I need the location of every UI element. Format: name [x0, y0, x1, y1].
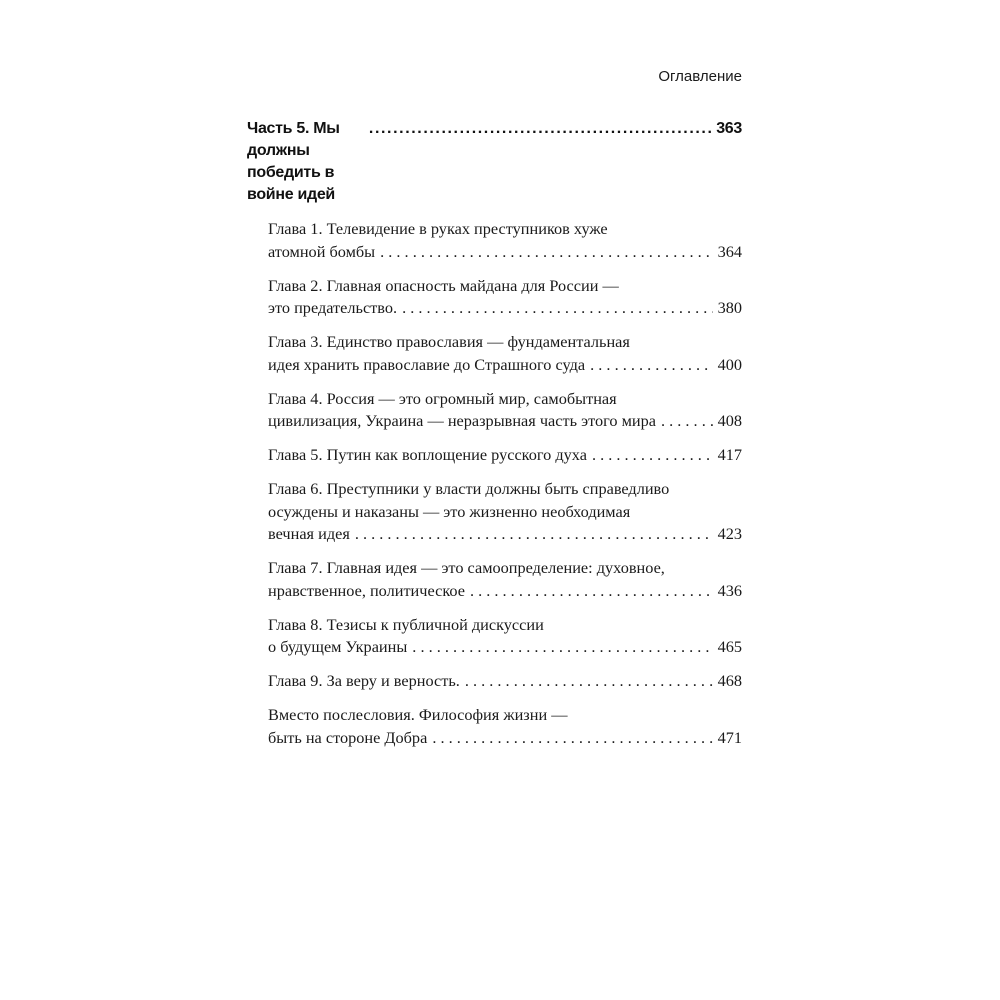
toc-entry-title-line: Глава 2. Главная опасность майдана для России —: [268, 275, 619, 295]
part-page-number: 363: [716, 120, 742, 137]
toc-entry-title-line: Глава 8. Тезисы к публичной дискуссии: [268, 614, 544, 634]
toc-entry-title-text: Глава 9. За веру и верность.: [268, 671, 460, 690]
toc-entry-page-number: 423: [717, 524, 742, 543]
dot-leader: [369, 118, 711, 140]
dot-leader: [355, 523, 713, 546]
toc-entry[interactable]: [268, 670, 742, 693]
toc-entry[interactable]: [268, 444, 742, 467]
toc-entry-page-number: 408: [717, 411, 742, 430]
toc-entry-page-number: 364: [717, 241, 742, 261]
dot-leader: [661, 410, 713, 433]
toc-entry-page-number: 380: [717, 298, 742, 317]
dot-leader: [465, 670, 713, 693]
toc-entry-title-line: осуждены и наказаны — это жизненно необходимая: [268, 501, 631, 521]
toc-entry-page-number: 417: [717, 445, 742, 464]
toc-entry-title-line: Глава 4. Россия — это огромный мир, самобытная: [268, 388, 617, 408]
toc-entry[interactable]: [268, 557, 742, 602]
toc-entry-title-line: Вместо послесловия. Философия жизни —: [268, 705, 568, 724]
toc-entry-page-number: 468: [717, 671, 742, 690]
table-of-contents: [247, 118, 742, 761]
toc-entry-last-line: [268, 410, 742, 433]
toc-entry-last-line: [268, 523, 742, 546]
toc-entry-title-text: идея хранить православие до Страшного суда: [268, 354, 586, 374]
toc-entry-page-number: 400: [717, 354, 742, 374]
part-title: Часть 5. Мы должны победить в войне идей: [247, 120, 340, 203]
toc-entry-title-text: вечная идея: [268, 524, 350, 543]
toc-entry-title-text: цивилизация, Украина — неразрывная часть этого мира: [268, 411, 656, 430]
toc-entry-title-line: Глава 1. Телевидение в руках преступников хуже: [268, 219, 608, 238]
toc-entry-title-line: Глава 7. Главная идея — это самоопределение: духовное,: [268, 558, 665, 577]
toc-entry-last-line: [268, 670, 742, 693]
toc-entry-last-line: [268, 444, 742, 467]
toc-entries: [268, 218, 742, 749]
dot-leader: [380, 241, 712, 264]
toc-entry-title-line: Глава 6. Преступники у власти должны быть справедливо: [268, 479, 670, 498]
toc-entry-last-line: [268, 354, 742, 377]
toc-entry[interactable]: [268, 218, 742, 263]
dot-leader: [470, 580, 713, 603]
toc-entry[interactable]: [268, 388, 742, 433]
toc-entry-title-text: атомной бомбы: [268, 241, 376, 261]
toc-entry-title-text: о будущем Украины: [268, 637, 408, 656]
running-head: Оглавление: [658, 68, 742, 85]
toc-entry[interactable]: [268, 331, 742, 376]
dot-leader: [592, 444, 713, 467]
toc-entry-last-line: [268, 636, 742, 659]
toc-entry[interactable]: [268, 614, 742, 659]
toc-entry[interactable]: [268, 704, 742, 749]
toc-entry-page-number: 471: [717, 727, 742, 747]
toc-entry-title-text: это предательство.: [268, 298, 398, 317]
dot-leader: [412, 636, 712, 659]
toc-entry-title-text: быть на стороне Добра: [268, 727, 428, 747]
toc-entry-page-number: 465: [717, 637, 742, 656]
toc-entry-last-line: [268, 241, 742, 264]
toc-entry-last-line: [268, 297, 742, 320]
toc-entry-title-line: Глава 3. Единство православия — фундаментальная: [268, 332, 630, 351]
toc-entry-title-text: Глава 5. Путин как воплощение русского духа: [268, 445, 587, 464]
toc-entry-title-text: нравственное, политическое: [268, 580, 465, 600]
toc-entry-page-number: 436: [717, 580, 742, 600]
toc-entry-last-line: [268, 580, 742, 603]
dot-leader: [432, 727, 712, 750]
toc-entry[interactable]: [268, 478, 742, 546]
toc-entry[interactable]: [268, 275, 742, 320]
dot-leader: [590, 354, 712, 377]
toc-entry-last-line: [268, 727, 742, 750]
toc-part-heading[interactable]: [247, 118, 742, 206]
dot-leader: [402, 297, 713, 320]
